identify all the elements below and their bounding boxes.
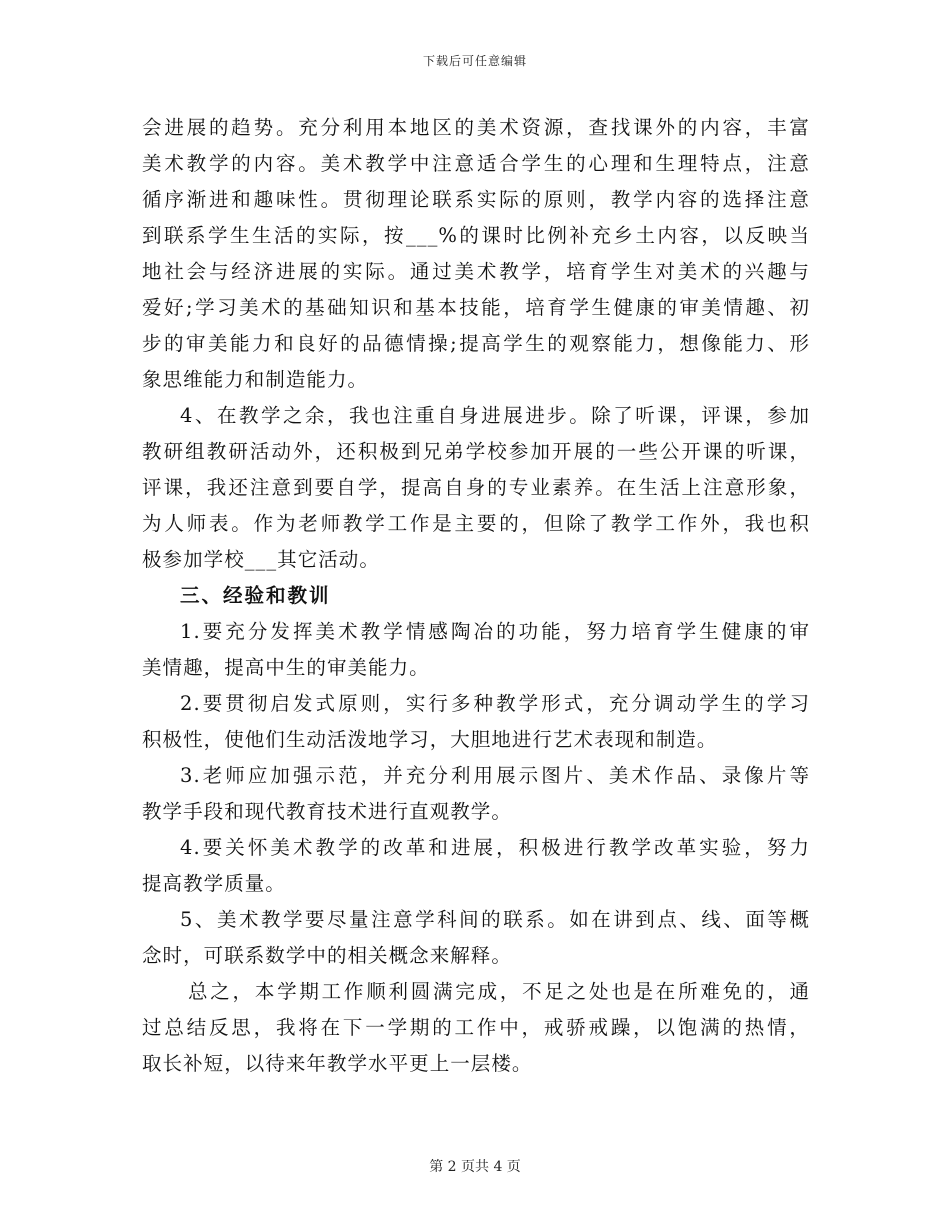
paragraph: [142, 686, 810, 758]
text-line: 极参加学校___其它活动。: [142, 548, 380, 571]
text-line: 4.要关怀美术教学的改革和进展，积极进行教学改革实验，努力: [180, 836, 810, 859]
paragraph: [142, 758, 810, 830]
text-line: 5、美术教学要尽量注意学科间的联系。如在讲到点、线、面等概: [180, 908, 810, 931]
text-line: 会进展的趋势。充分利用本地区的美术资源，查找课外的内容，丰富: [142, 116, 810, 139]
paragraph: [142, 110, 810, 398]
paragraph: [142, 614, 810, 686]
text-line: 3.老师应加强示范，并充分利用展示图片、美术作品、录像片等: [180, 764, 810, 787]
section-heading: 三、经验和教训: [180, 584, 331, 607]
text-line: 积极性，使他们生动活泼地学习，大胆地进行艺术表现和制造。: [142, 728, 718, 751]
text-line: 念时，可联系数学中的相关概念来解释。: [142, 944, 512, 967]
paragraph: [142, 974, 810, 1082]
text-line: 循序渐进和趣味性。贯彻理论联系实际的原则，教学内容的选择注意: [142, 188, 810, 211]
text-line: 爱好;学习美术的基础知识和基本技能，培育学生健康的审美情趣、初: [142, 296, 810, 319]
text-line: 评课，我还注意到要自学，提高自身的专业素养。在生活上注意形象，: [142, 476, 810, 499]
text-line: 过总结反思，我将在下一学期的工作中，戒骄戒躁，以饱满的热情，: [142, 1016, 810, 1039]
text-line: 取长补短，以待来年教学水平更上一层楼。: [142, 1052, 533, 1075]
text-line: 地社会与经济进展的实际。通过美术教学，培育学生对美术的兴趣与: [142, 260, 810, 283]
text-line: 4、在教学之余，我也注重自身进展进步。除了听课，评课，参加: [180, 404, 810, 427]
text-line: 教研组教研活动外，还积极到兄弟学校参加开展的一些公开课的听课，: [142, 440, 810, 463]
page-header: 下载后可任意编辑: [422, 54, 527, 68]
page-footer: 第 2 页共 4 页: [429, 1159, 521, 1175]
text-line: 象思维能力和制造能力。: [142, 368, 369, 391]
text-line: 2.要贯彻启发式原则，实行多种教学形式，充分调动学生的学习: [180, 692, 810, 715]
document-body: [142, 110, 810, 1082]
text-line: 教学手段和现代教育技术进行直观教学。: [142, 800, 512, 823]
text-line: 到联系学生生活的实际，按___%的课时比例补充乡土内容，以反映当: [142, 224, 810, 247]
text-line: 1.要充分发挥美术教学情感陶冶的功能，努力培育学生健康的审: [180, 620, 810, 643]
paragraph: [142, 902, 810, 974]
text-line: 为人师表。作为老师教学工作是主要的，但除了教学工作外，我也积: [142, 512, 810, 535]
text-line: 美情趣，提高中生的审美能力。: [142, 656, 430, 679]
text-line: 美术教学的内容。美术教学中注意适合学生的心理和生理特点，注意: [142, 152, 810, 175]
text-line: 提高教学质量。: [142, 872, 286, 895]
paragraph: [142, 398, 810, 578]
paragraph: [142, 830, 810, 902]
text-line: 步的审美能力和良好的品德情操;提高学生的观察能力，想像能力、形: [142, 332, 810, 355]
text-line: 总之，本学期工作顺利圆满完成，不足之处也是在所难免的，通: [188, 980, 810, 1003]
